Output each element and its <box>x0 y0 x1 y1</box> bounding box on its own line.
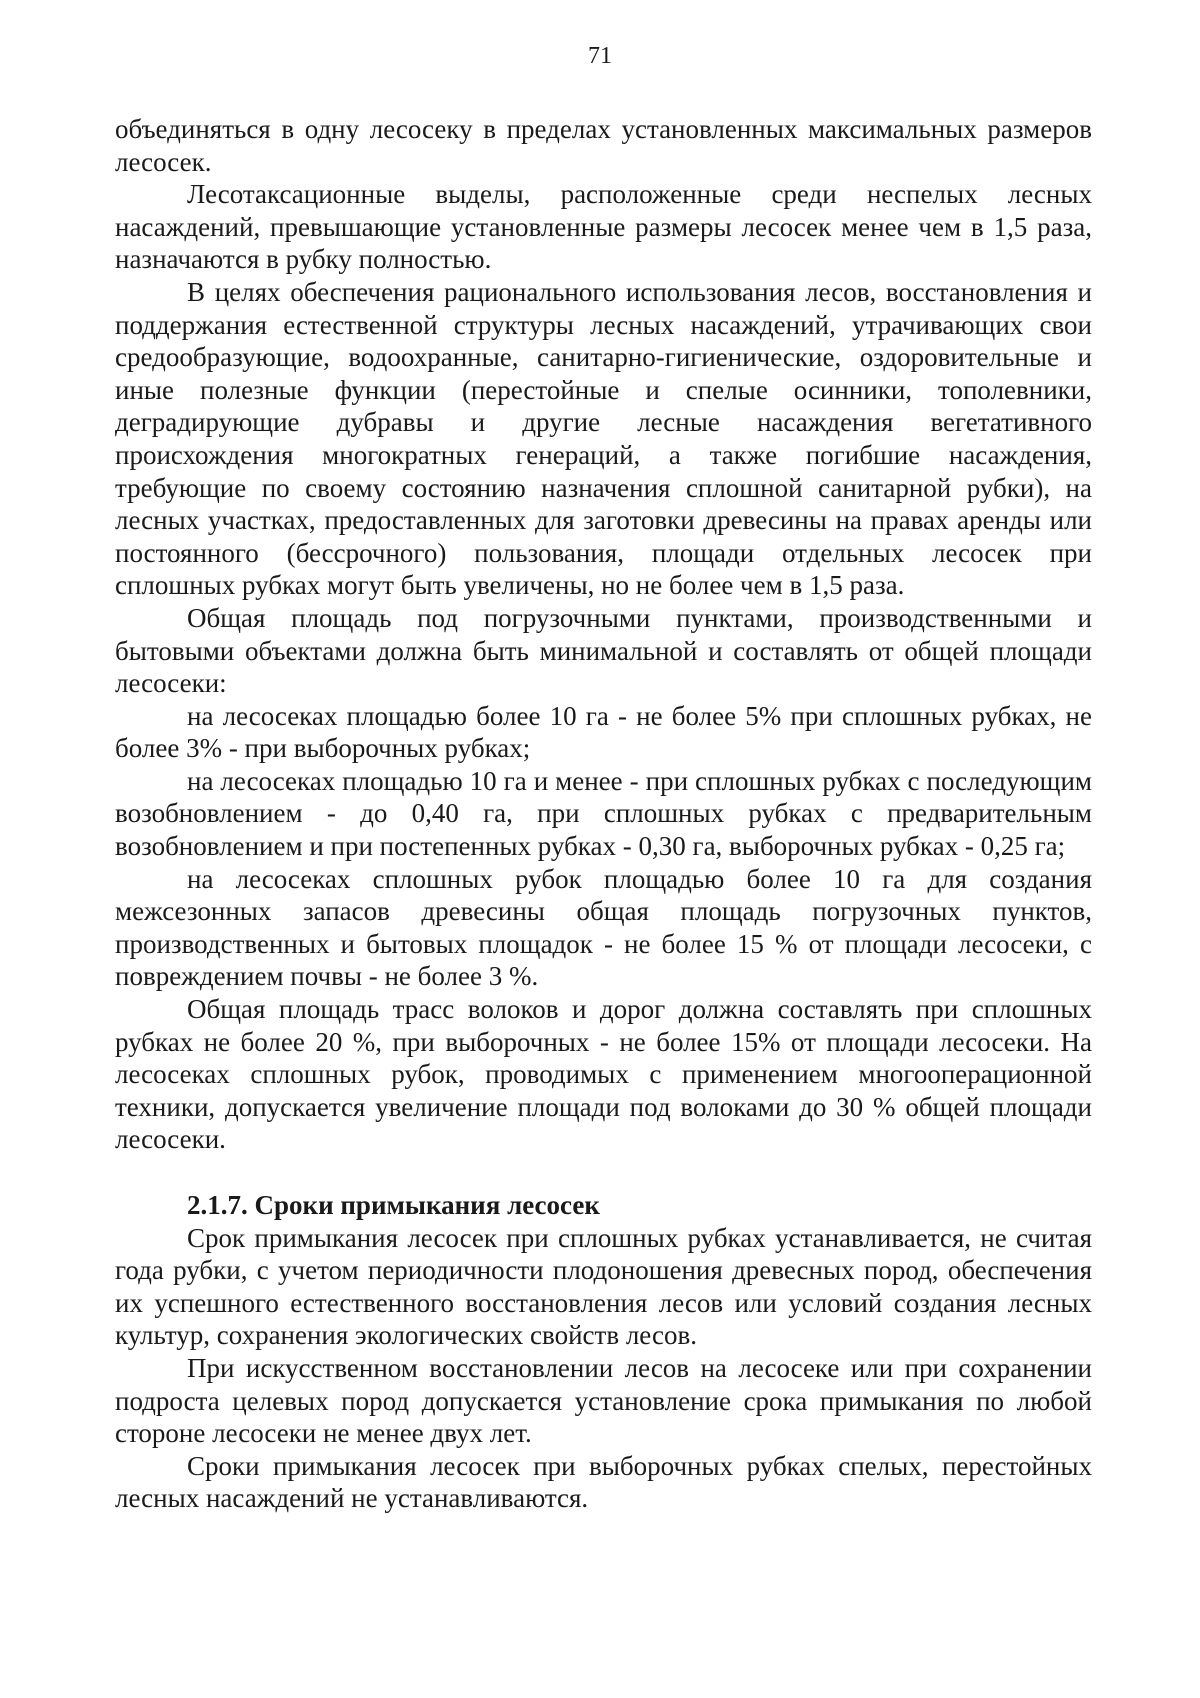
list-item-paragraph: на лесосеках площадью более 10 га - не более 5% при сплошных рубках, не более 3% - при выборочных рубках; <box>115 700 1092 764</box>
paragraph: Общая площадь трасс волоков и дорог должна составлять при сплошных рубках не более 20 %, при выборочных - не более 15% от площади лесосеки. На лесосеках сплошных рубок, проводимых с применением многооперационной техники, допускается увеличение площади под волоками до 30 % общей площади лесосеки. <box>115 994 1092 1155</box>
paragraph-continuation: объединяться в одну лесосеку в пределах установленных максимальных размеров лесосек. <box>115 114 1092 177</box>
section-heading: 2.1.7. Сроки примыкания лесосек <box>187 1190 600 1220</box>
paragraph: Сроки примыкания лесосек при выборочных рубках спелых, перестойных лесных насаждений не устанавливаются. <box>115 1450 1092 1514</box>
paragraph: Лесотаксационные выделы, расположенные среди неспелых лесных насаждений, превышающие установленные размеры лесосек менее чем в 1,5 раза, назначаются в рубку полностью. <box>115 179 1092 275</box>
page-number: 71 <box>588 43 612 69</box>
paragraph: Срок примыкания лесосек при сплошных рубках устанавливается, не считая года рубки, с учетом периодичности плодоношения древесных пород, обеспечения их успешного естественного восстановления лесов или условий создания лесных культур, сохранения экологических свойств лесов. <box>115 1222 1092 1351</box>
list-item-paragraph: на лесосеках площадью 10 га и менее - при сплошных рубках с последующим возобновлением - до 0,40 га, при сплошных рубках с предварительным возобновлением и при постепенных рубках - 0,30 га, выборочных рубках - 0,25 га; <box>115 765 1092 862</box>
paragraph: При искусственном восстановлении лесов на лесосеке или при сохранении подроста целевых пород допускается установление срока примыкания по любой стороне лесосеки не менее двух лет. <box>115 1352 1092 1449</box>
list-item-paragraph: на лесосеках сплошных рубок площадью более 10 га для создания межсезонных запасов древесины общая площадь погрузочных пунктов, производственных и бытовых площадок - не более 15 % от площади лесосеки, с повреждением почвы - не более 3 %. <box>115 863 1092 992</box>
page-text-body <box>115 113 1092 1515</box>
paragraph: В целях обеспечения рационального использования лесов, восстановления и поддержания естественной структуры лесных насаждений, утрачивающих свои средообразующие, водоохранные, санитарно-гигиенические, оздоровительные и иные полезные функции (перестойные и спелые осинники, тополевники, деградирующие дубравы и другие лесные насаждения вегетативного происхождения многократных генераций, а также погибшие насаждения, требующие по своему состоянию назначения сплошной санитарной рубки), на лесных участках, предоставленных для заготовки древесины на правах аренды или постоянного (бессрочного) пользования, площади отдельных лесосек при сплошных рубках могут быть увеличены, но не более чем в 1,5 раза. <box>115 276 1092 601</box>
paragraph: Общая площадь под погрузочными пунктами, производственными и бытовыми объектами должна быть минимальной и составлять от общей площади лесосеки: <box>115 602 1092 699</box>
